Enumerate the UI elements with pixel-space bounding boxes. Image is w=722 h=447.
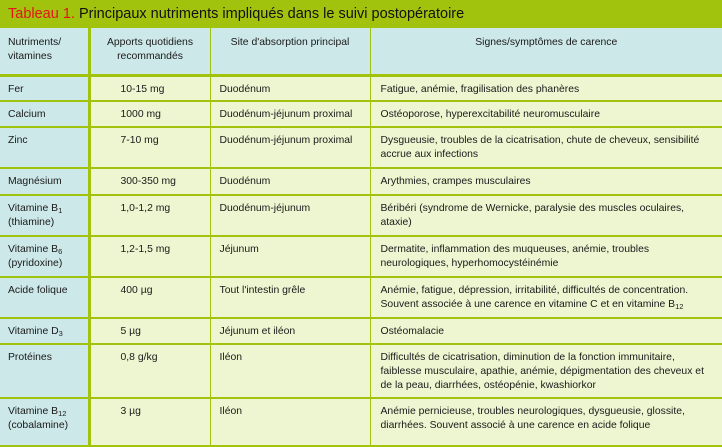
header-deficiency-signs: Signes/symptômes de carence [370, 28, 722, 75]
nutrient-name: Calcium [8, 109, 46, 120]
table-row [0, 75, 722, 101]
nutrient-name: Magnésium [8, 176, 62, 187]
nutrient-subscript: 1 [58, 206, 63, 215]
daily-intake-cell: 400 µg [89, 277, 210, 318]
nutrient-cell [0, 398, 89, 446]
deficiency-signs-text: Anémie, fatigue, dépression, irritabilité, difficultés de concentration. Souvent associée à une carence en vitamine C et en vitamine B [380, 285, 689, 310]
nutrient-subscript: 12 [58, 409, 67, 418]
daily-intake-cell: 5 µg [89, 318, 210, 344]
nutrient-name: Fer [8, 83, 24, 95]
nutrient-cell [0, 101, 89, 127]
table-row [0, 344, 722, 398]
absorption-site-cell: Duodénum [210, 168, 370, 195]
daily-intake-cell: 1,2-1,5 mg [89, 236, 210, 277]
deficiency-signs-cell [370, 398, 722, 446]
deficiency-signs-cell [370, 318, 722, 344]
deficiency-signs-text: Arythmies, crampes musculaires [380, 176, 531, 187]
daily-intake-cell: 7-10 mg [89, 127, 210, 168]
table-caption-text: Principaux nutriments impliqués dans le suivi postopératoire [74, 6, 465, 22]
deficiency-signs-text: Ostéomalacie [380, 326, 445, 337]
nutrient-name: Vitamine B [8, 203, 59, 214]
nutrient-name: Zinc [8, 135, 28, 146]
table-row [0, 195, 722, 236]
table-row [0, 127, 722, 168]
nutrients-table [0, 28, 722, 447]
nutrient-name: Protéines [8, 352, 52, 363]
deficiency-signs-text: Dermatite, inflammation des muqueuses, anémie, troubles neurologiques, hyperhomocystéinémie [380, 244, 650, 269]
header-row [0, 28, 722, 75]
daily-intake-cell: 3 µg [89, 398, 210, 446]
deficiency-signs-cell [370, 236, 722, 277]
nutrient-name: Vitamine D [8, 326, 59, 337]
nutrient-name: Vitamine B [8, 406, 59, 417]
daily-intake-cell: 0,8 g/kg [89, 344, 210, 398]
table-body [0, 75, 722, 446]
deficiency-signs-text: Difficultés de cicatrisation, diminution de la fonction immunitaire, faiblesse musculaire, apathie, anémie, dépigmentation des cheveux et de la peau, diarrhées, ostéopénie, kwashiorkor [380, 352, 704, 391]
absorption-site-cell: Duodénum-jéjunum [210, 195, 370, 236]
table-caption [0, 0, 722, 28]
absorption-site-cell: Duodénum-jéjunum proximal [210, 127, 370, 168]
header-nutrient: Nutriments/ vitamines [0, 28, 89, 75]
deficiency-signs-subscript: 12 [675, 302, 684, 311]
deficiency-signs-text: Ostéoporose, hyperexcitabilité neuromusculaire [380, 109, 600, 120]
deficiency-signs-text: Anémie pernicieuse, troubles neurologiques, dysgueusie, glossite, diarrhées. Souvent associé à une carence en acide folique [380, 406, 685, 431]
nutrient-cell [0, 236, 89, 277]
absorption-site-cell: Jéjunum [210, 236, 370, 277]
nutrient-cell [0, 277, 89, 318]
nutrient-alias: (pyridoxine) [8, 258, 63, 269]
deficiency-signs-cell [370, 101, 722, 127]
deficiency-signs-text: Dysgueusie, troubles de la cicatrisation, chute de cheveux, sensibilité accrue aux infections [380, 135, 700, 160]
header-absorption-site: Site d'absorption principal [210, 28, 370, 75]
absorption-site-cell: Iléon [210, 344, 370, 398]
nutrient-cell [0, 75, 89, 101]
table-row [0, 398, 722, 446]
table-row [0, 101, 722, 127]
nutrient-alias: (cobalamine) [8, 420, 69, 431]
deficiency-signs-cell [370, 344, 722, 398]
deficiency-signs-text: Fatigue, anémie, fragilisation des phanères [380, 83, 580, 95]
table-row [0, 168, 722, 195]
daily-intake-cell: 300-350 mg [89, 168, 210, 195]
deficiency-signs-cell [370, 277, 722, 318]
nutrient-name: Vitamine B [8, 244, 59, 255]
deficiency-signs-cell [370, 168, 722, 195]
nutrient-cell [0, 195, 89, 236]
absorption-site-cell: Tout l'intestin grêle [210, 277, 370, 318]
nutrient-name: Acide folique [8, 285, 68, 296]
absorption-site-cell: Duodénum [210, 75, 370, 101]
header-daily-intake: Apports quotidiens recommandés [89, 28, 210, 75]
nutrient-alias: (thiamine) [8, 217, 55, 228]
nutrient-subscript: 3 [58, 329, 63, 338]
absorption-site-cell: Jéjunum et iléon [210, 318, 370, 344]
table-caption-label: Tableau 1. [8, 6, 75, 22]
daily-intake-cell: 10-15 mg [89, 75, 210, 101]
table-row [0, 236, 722, 277]
table-row [0, 318, 722, 344]
table-row [0, 277, 722, 318]
deficiency-signs-cell [370, 195, 722, 236]
daily-intake-cell: 1000 mg [89, 101, 210, 127]
daily-intake-cell: 1,0-1,2 mg [89, 195, 210, 236]
nutrient-cell [0, 168, 89, 195]
nutrient-cell [0, 344, 89, 398]
absorption-site-cell: Iléon [210, 398, 370, 446]
nutrient-cell [0, 318, 89, 344]
absorption-site-cell: Duodénum-jéjunum proximal [210, 101, 370, 127]
deficiency-signs-cell [370, 127, 722, 168]
deficiency-signs-cell [370, 75, 722, 101]
nutrient-cell [0, 127, 89, 168]
nutrient-subscript: 6 [58, 247, 63, 256]
deficiency-signs-text: Béribéri (syndrome de Wernicke, paralysie des muscles oculaires, ataxie) [380, 203, 685, 228]
